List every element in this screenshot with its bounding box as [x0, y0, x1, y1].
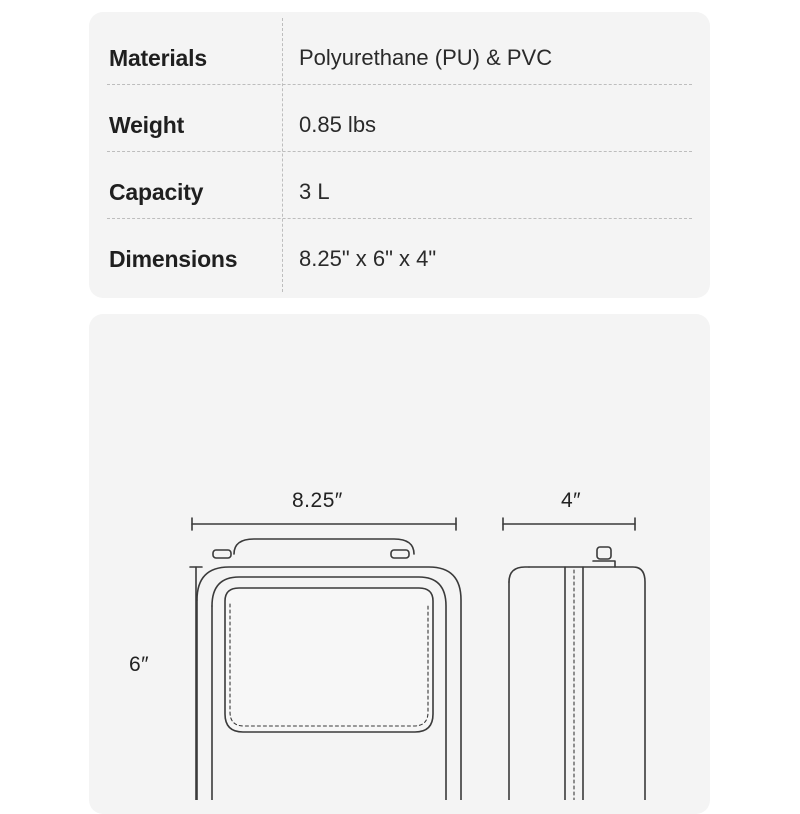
specs-table: [89, 12, 710, 298]
depth-dimension-label: 4″: [561, 489, 582, 512]
height-dimension-label: 6″: [129, 653, 150, 676]
spec-label: Capacity: [109, 179, 204, 205]
spec-value: 3 L: [299, 179, 330, 204]
spec-value: 8.25" x 6" x 4": [299, 246, 437, 271]
height-dimension-line: [190, 567, 202, 800]
bag-front-view: [197, 539, 461, 800]
width-dimension-label: 8.25″: [292, 489, 343, 512]
width-dimension-line: [192, 518, 456, 530]
spec-row-materials: [89, 18, 710, 85]
spec-label: Dimensions: [109, 246, 238, 272]
spec-row-weight: [89, 85, 710, 152]
spec-row-capacity: [89, 152, 710, 219]
dimensions-diagram: [89, 314, 710, 814]
bag-drawing: [89, 314, 710, 800]
spec-value: Polyurethane (PU) & PVC: [299, 45, 553, 70]
depth-dimension-line: [503, 518, 635, 530]
spec-label: Weight: [109, 112, 185, 138]
spec-value: 0.85 lbs: [299, 112, 377, 137]
spec-row-dimensions: [89, 219, 710, 286]
spec-label: Materials: [109, 45, 207, 71]
bag-side-view: [509, 547, 645, 800]
